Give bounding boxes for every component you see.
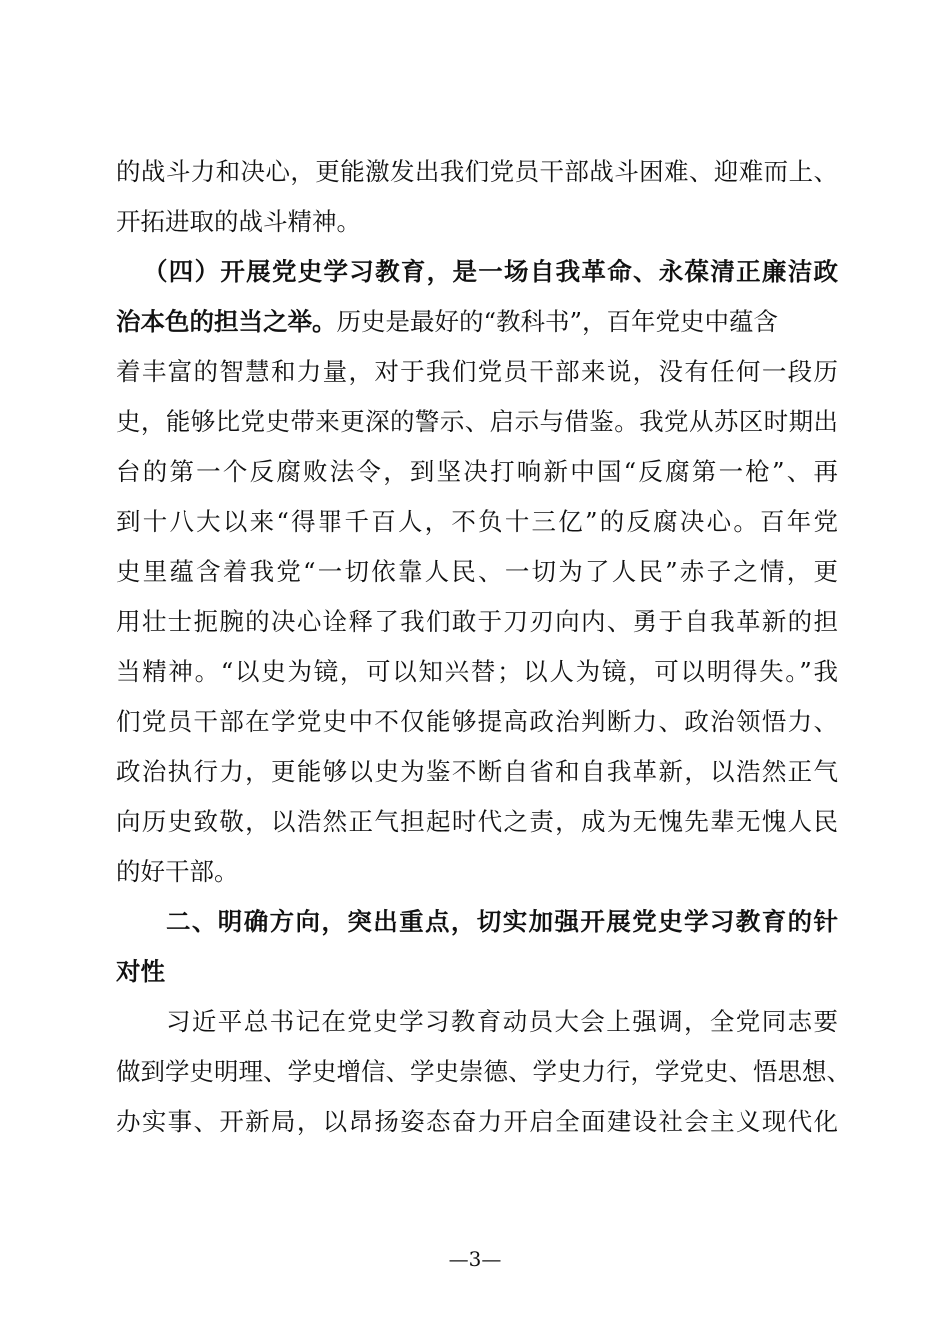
paragraph-line: 的战斗力和决心，更能激发出我们党员干部战斗困难、迎难而上、 (116, 157, 838, 186)
paragraph-text: 历史是最好的“教科书”，百年党史中蕴含 (336, 307, 779, 336)
paragraph-line (116, 307, 838, 337)
chapter-heading-line: 对性 (116, 957, 165, 986)
section-heading-tail: 治本色的担当之举。 (116, 307, 337, 336)
paragraph-line: 的好干部。 (116, 857, 239, 886)
paragraph-line: 办实事、开新局，以昂扬姿态奋力开启全面建设社会主义现代化 (116, 1107, 838, 1136)
paragraph-line: 习近平总书记在党史学习教育动员大会上强调，全党同志要 (166, 1007, 838, 1036)
paragraph-line: 向历史致敬，以浩然正气担起时代之责，成为无愧先辈无愧人民 (116, 807, 838, 836)
section-heading-line: （四）开展党史学习教育，是一场自我革命、永葆清正廉洁政 (143, 257, 838, 286)
paragraph-line: 当精神。“以史为镜，可以知兴替；以人为镜，可以明得失。”我 (116, 657, 838, 686)
paragraph-line: 史里蕴含着我党“一切依靠人民、一切为了人民”赤子之情，更 (116, 557, 838, 586)
paragraph-line: 做到学史明理、学史增信、学史崇德、学史力行，学党史、悟思想、 (116, 1057, 851, 1086)
page-number: —3— (448, 1247, 502, 1271)
paragraph-line: 政治执行力，更能够以史为鉴不断自省和自我革新，以浩然正气 (116, 757, 838, 786)
paragraph-line: 开拓进取的战斗精神。 (116, 207, 361, 236)
paragraph-line: 用壮士扼腕的决心诠释了我们敢于刀刃向内、勇于自我革新的担 (116, 607, 838, 636)
chapter-heading-line: 二、明确方向，突出重点，切实加强开展党史学习教育的针 (166, 907, 838, 936)
paragraph-line: 到十八大以来“得罪千百人，不负十三亿”的反腐决心。百年党 (116, 507, 838, 536)
paragraph-line: 着丰富的智慧和力量，对于我们党员干部来说，没有任何一段历 (116, 357, 838, 386)
paragraph-line: 史，能够比党史带来更深的警示、启示与借鉴。我党从苏区时期出 (116, 407, 838, 436)
paragraph-line: 台的第一个反腐败法令，到坚决打响新中国“反腐第一枪”、再 (116, 457, 838, 486)
paragraph-line: 们党员干部在学党史中不仅能够提高政治判断力、政治领悟力、 (116, 707, 838, 736)
